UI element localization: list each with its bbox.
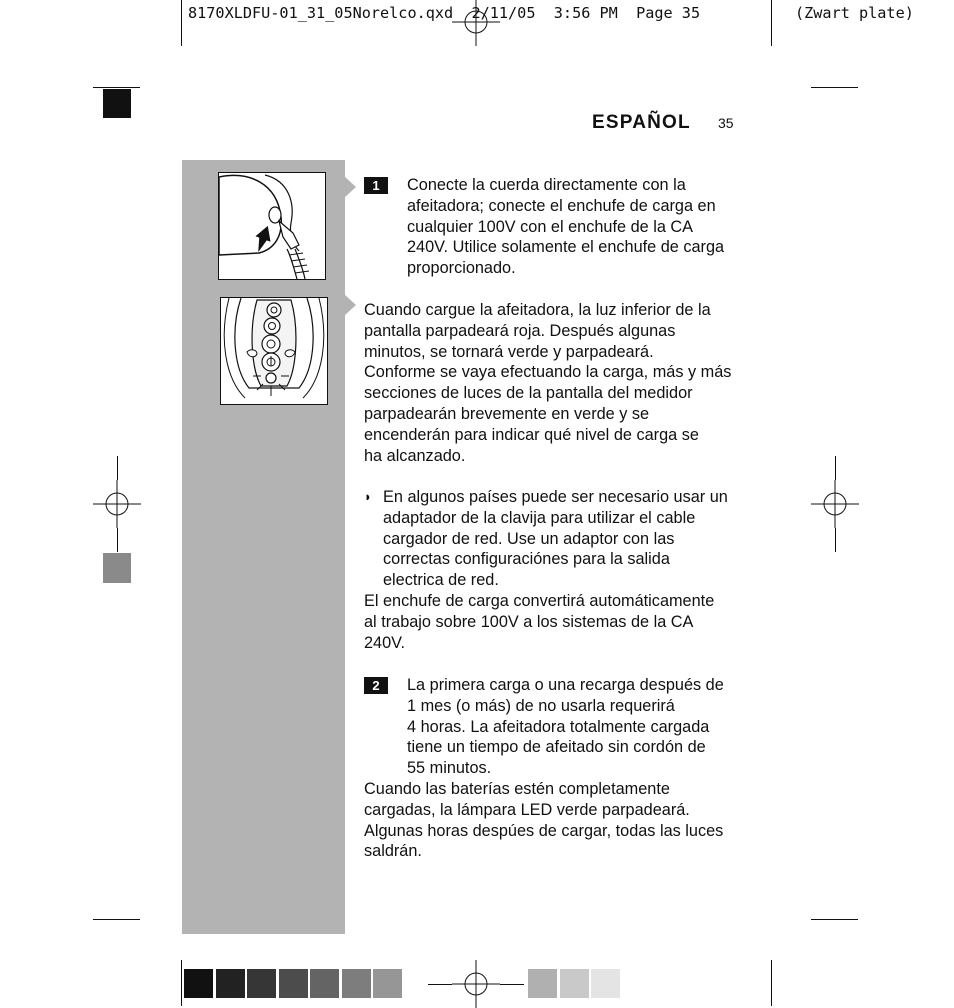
slug-filename: 8170XLDFU-01_31_05Norelco.qxd <box>188 4 454 22</box>
text-line: cargador de red. Use un adaptor con las <box>383 529 675 548</box>
registration-mark-icon <box>811 480 859 528</box>
text-line: saldrán. <box>364 842 422 861</box>
crop-mark <box>93 919 140 920</box>
text-line: Conforme se vaya efectuando la carga, más y más <box>364 363 732 382</box>
paragraph-charging-lights <box>364 300 736 466</box>
crop-mark <box>811 919 858 920</box>
sidebar-pointer <box>344 294 356 316</box>
color-swatch <box>310 969 339 998</box>
crop-mark <box>93 87 140 88</box>
registration-mark-icon <box>452 960 500 1008</box>
text-line: 240V. Utilice solamente el enchufe de carga <box>407 238 725 257</box>
color-swatch <box>216 969 245 998</box>
slug-date: 2/11/05 <box>471 4 536 22</box>
text-line: tiene un tiempo de afeitado sin cordón de <box>407 738 706 757</box>
step-number-badge: 2 <box>364 677 388 694</box>
margin-black-square <box>103 89 131 118</box>
step-number-badge: 1 <box>364 177 388 194</box>
bullet-icon: ◗ <box>364 489 372 504</box>
text-line: parpadearán brevemente en verde y se <box>364 404 650 423</box>
text-line: encenderán para indicar qué nivel de carga se <box>364 425 699 444</box>
color-swatch <box>184 969 213 998</box>
text-line: 4 horas. La afeitadora totalmente cargada <box>407 717 710 736</box>
crop-mark <box>181 0 182 46</box>
text-line: 240V. <box>364 633 406 652</box>
color-swatch <box>591 969 620 998</box>
slug-page: Page 35 <box>636 4 701 22</box>
text-line: Algunas horas despúes de cargar, todas las luces <box>364 821 724 840</box>
text-line: En algunos países puede ser necesario usar un <box>383 488 728 506</box>
text-line: 1 mes (o más) de no usarla requerirá <box>407 696 675 715</box>
bullet-adapter-note <box>383 487 743 591</box>
crop-mark <box>771 960 772 1006</box>
crop-mark <box>428 984 452 985</box>
color-swatch <box>247 969 276 998</box>
color-swatch <box>560 969 589 998</box>
crop-mark <box>835 528 836 552</box>
crop-mark <box>117 528 118 552</box>
text-line: Conecte la cuerda directamente con la <box>407 176 686 194</box>
crop-mark <box>811 87 858 88</box>
text-line: El enchufe de carga convertirá automáticamente <box>364 592 715 610</box>
registration-mark-icon <box>93 480 141 528</box>
color-swatch <box>279 969 308 998</box>
crop-mark <box>181 960 182 1006</box>
text-line: ha alcanzado. <box>364 446 466 465</box>
text-line: electrica de red. <box>383 571 499 590</box>
color-swatch <box>342 969 371 998</box>
text-line: 55 minutos. <box>407 759 492 778</box>
margin-gray-square <box>103 553 131 583</box>
text-line: cargadas, la lámpara LED verde parpadeará. <box>364 800 690 819</box>
text-line: cualquier 100V con el enchufe de la CA <box>407 217 694 236</box>
page-number: 35 <box>718 115 734 131</box>
shaver-plug-illustration <box>218 172 326 280</box>
section-title: ESPAÑOL <box>592 112 691 133</box>
step-2-text <box>407 675 742 779</box>
text-line: correctas configuraciónes para la salida <box>383 550 670 569</box>
text-line: adaptador de la clavija para utilizar el cable <box>383 508 696 527</box>
text-line: afeitadora; conecte el enchufe de carga en <box>407 196 716 215</box>
registration-mark-icon <box>452 0 500 46</box>
color-swatch <box>373 969 402 998</box>
text-line: secciones de luces de la pantalla del medidor <box>364 384 693 403</box>
crop-mark <box>835 456 836 480</box>
text-line: La primera carga o una recarga después de <box>407 676 724 694</box>
text-line: al trabajo sobre 100V a los sistemas de la CA <box>364 612 694 631</box>
paragraph-auto-voltage <box>364 591 736 653</box>
step-1-text <box>407 175 742 279</box>
text-line: minutos, se tornará verde y parpadeará. <box>364 342 654 361</box>
text-line: Cuando las baterías estén completamente <box>364 780 670 798</box>
slug-time: 3:56 PM <box>553 4 618 22</box>
slug-plate: (Zwart plate) <box>795 4 914 22</box>
crop-mark <box>117 456 118 480</box>
color-swatch <box>528 969 557 998</box>
charge-display-illustration <box>220 297 328 405</box>
text-line: Cuando cargue la afeitadora, la luz inferior de la <box>364 301 711 319</box>
crop-mark <box>771 0 772 46</box>
paragraph-full-charge <box>364 779 736 862</box>
print-slug <box>188 4 700 22</box>
text-line: proporcionado. <box>407 259 516 278</box>
text-line: pantalla parpadeará roja. Después algunas <box>364 321 676 340</box>
sidebar-pointer <box>344 176 356 198</box>
crop-mark <box>500 984 524 985</box>
